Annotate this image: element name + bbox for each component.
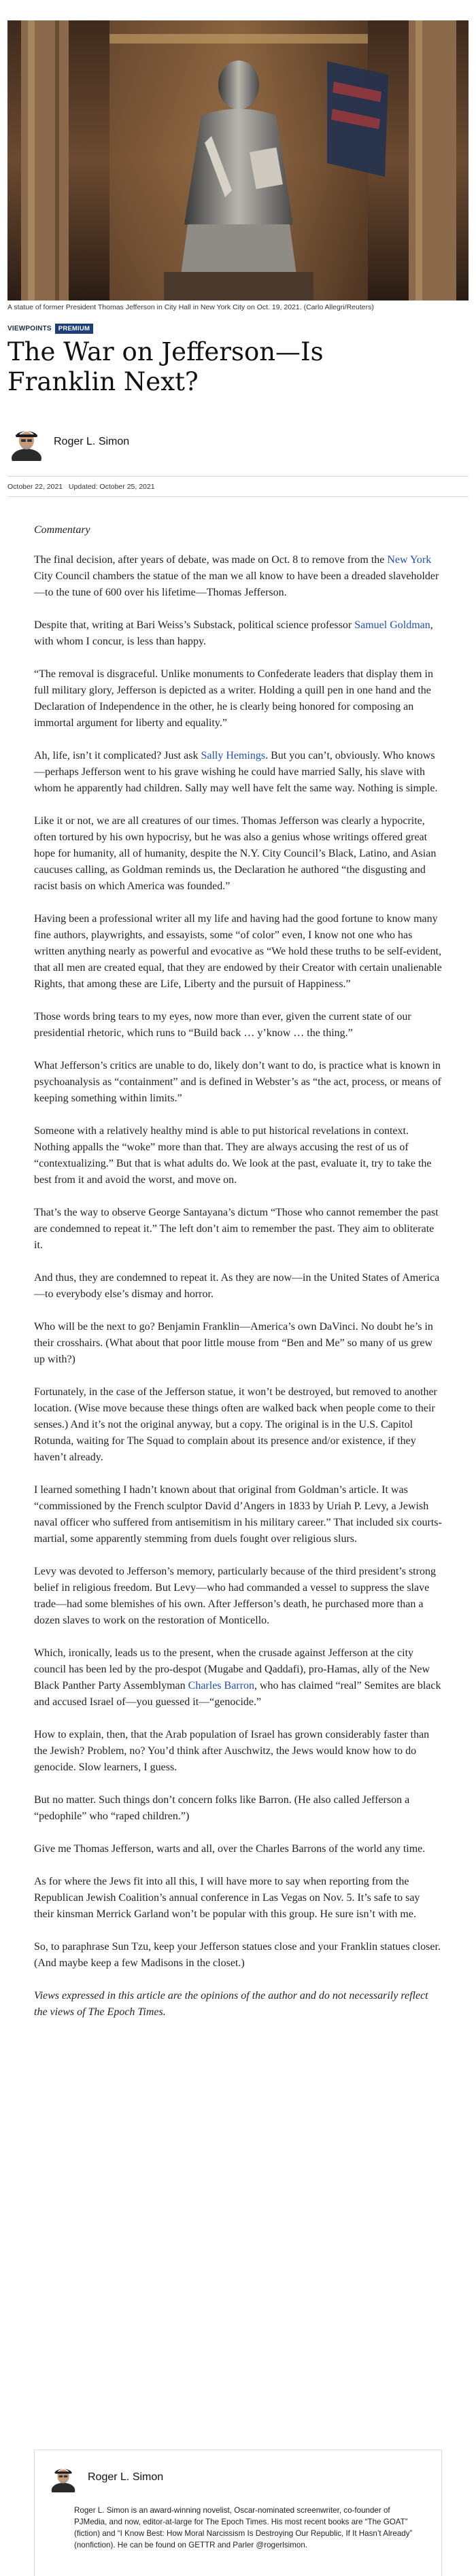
paragraph: Having been a professional writer all my life and having had the good fortune to know many fine authors, playwrights, and essayists, some “of color” even, I know not one who has written anything nearly as powerful and evocative as “We hold these truths to be self-evident, that all men are created equal, that they are endowed by their Creator with certain unalienable Rights, that among these are Life, Liberty and the pursuit of Happiness.” xyxy=(34,913,442,990)
bio-avatar[interactable] xyxy=(48,2462,78,2492)
paragraph: The final decision, after years of debate, was made on Oct. 8 to remove from the New York City Council chambers the statue of the man we all know to have been a dreaded slaveholder—to the tune of 600 over his lifetime—Thomas Jefferson. xyxy=(34,554,439,598)
divider-top xyxy=(7,476,469,477)
paragraph: Which, ironically, leads us to the present, when the crusade against Jefferson at the city council has been led by the pro-despot (Mugabe and Qaddafi), pro-Hamas, ally of the New Black Panther Party Assemblyman Charles Barron, who has claimed “real” Semites are black and accused Israel of—you guessed it—“genocide.” xyxy=(34,1647,441,1708)
paragraph: I learned something I hadn’t known about that original from Goldman’s article. It was “commissioned by the French sculptor David d’Angers in 1833 by Uriah P. Levy, a Jewish naval officer who suffered from antisemitism in his military career.” That included six courts-martial, some apparently stemming from duels fought over religious slurs. xyxy=(34,1484,442,1545)
paragraph: What Jefferson’s critics are unable to do, likely don’t want to do, is practice what is known in psychoanalysis as “containment” and is defined in Webster’s as “the act, process, or means of keeping something within limits.” xyxy=(34,1060,441,1104)
paragraph: Fortunately, in the case of the Jefferson statue, it won’t be destroyed, but removed to another location. (Wise move because these things often are walked back when people come to their senses.) And it’s not the original anyway, but a copy. The original is in the U.S. Capitol Rotunda, waiting for The Squad to complain about its presence and/or existence, if they haven’t already. xyxy=(34,1386,437,1463)
paragraph: Give me Thomas Jefferson, warts and all, over the Charles Barrons of the world any time. xyxy=(34,1843,426,1855)
author-name[interactable]: Roger L. Simon xyxy=(54,436,130,447)
paragraph: As for where the Jews fit into all this, I will have more to say when reporting from the Republican Jewish Coalition’s annual conference in Las Vegas on Nov. 5. It’s safe to say their kinsman Merrick Garland won’t be popular with this group. He sure isn’t with me. xyxy=(34,1876,420,1920)
paragraph: “The removal is disgraceful. Unlike monuments to Confederate leaders that display them in full military glory, Jefferson is depicted as a writer. Holding a quill pen in one hand and the Declaration of Independence in the other, he is clearly being honored for composing an immortal argument for liberty and equality.” xyxy=(34,668,433,729)
bio-text: Roger L. Simon is an award-winning novelist, Oscar-nominated screenwriter, co-founder of PJMedia, and now, editor-at-large for The Epoch Times. His most recent books are “The GOAT” (fiction) and “I Know Best: How Moral Narcissism Is Destroying Our Republic, If It Hasn’t Already” (nonfiction). He can be found on GETTR and Parler @rogerlsimon. xyxy=(74,2506,413,2549)
paragraph: Someone with a relatively healthy mind is able to put historical revelations in context. Nothing appalls the “woke” more than that. They are always accusing the rest of us of “contextualizing.” But that is what adults do. We look at the past, evaluate it, try to take the best from it and avoid the worst, and move on. xyxy=(34,1125,432,1186)
article-headline: The War on Jefferson—Is Franklin Next? xyxy=(7,337,324,396)
paragraph: Those words bring tears to my eyes, now more than ever, given the current state of our presidential rhetoric, which runs to “Build back … y’know … the thing.” xyxy=(34,1011,411,1039)
paragraph: That’s the way to observe George Santayana’s dictum “Those who cannot remember the past are condemned to repeat it.” The left don’t aim to remember the past. They aim to obliterate it. xyxy=(34,1207,439,1251)
paragraph: But no matter. Such things don’t concern folks like Barron. (He also called Jefferson a “pedophile” who “raped children.”) xyxy=(34,1794,410,1822)
paragraph: Despite that, writing at Bari Weiss’s Substack, political science professor Samuel Goldman, with whom I concur, is less than happy. xyxy=(34,619,433,647)
publish-dates: October 22, 2021 Updated: October 25, 2021 xyxy=(7,483,155,491)
article-body xyxy=(34,522,442,2037)
premium-badge: PREMIUM xyxy=(55,324,93,334)
paragraph: Levy was devoted to Jefferson’s memory, particularly because of the third president’s strong belief in religious freedom. But Levy—who had commanded a vessel to suppress the slave trade—had some blemishes of his own. After Jefferson’s death, he purchased more than a dozen slaves to work on the restoration of Monticello. xyxy=(34,1566,436,1626)
link-samuel-goldman[interactable]: Samuel Goldman xyxy=(354,619,430,631)
hero-image xyxy=(7,20,469,300)
author-avatar[interactable] xyxy=(7,423,46,461)
link-new-york[interactable]: New York xyxy=(387,554,432,566)
section-tags xyxy=(7,324,93,334)
paragraph: Who will be the next to go? Benjamin Franklin—America’s own DaVinci. No doubt he’s in their crosshairs. (What about that poor little mouse from “Ben and Me” so many of us grew up with?) xyxy=(34,1321,433,1365)
author-byline[interactable] xyxy=(7,423,129,461)
bio-header xyxy=(48,2462,163,2492)
paragraph: Ah, life, isn’t it complicated? Just ask Sally Hemings. But you can’t, obviously. Who knows—perhaps Jefferson went to his grave wishing he could have married Sally, his slave with whom he apparently had children. Sally may well have felt the same way. Nothing is simple. xyxy=(34,750,438,794)
divider-bottom xyxy=(7,496,469,497)
link-charles-barron[interactable]: Charles Barron xyxy=(188,1680,254,1691)
link-sally-hemings[interactable]: Sally Hemings xyxy=(201,750,266,761)
disclaimer: Views expressed in this article are the opinions of the author and do not necessarily reflect the views of The Epoch Times. xyxy=(34,1990,428,2018)
image-caption: A statue of former President Thomas Jefferson in City Hall in New York City on Oct. 19, 2021. (Carlo Allegri/Reuters) xyxy=(7,303,374,311)
article-label: Commentary xyxy=(34,524,90,536)
bio-author-name[interactable]: Roger L. Simon xyxy=(88,2471,164,2483)
author-bio-box xyxy=(34,2450,442,2576)
paragraph: So, to paraphrase Sun Tzu, keep your Jefferson statues close and your Franklin statues closer. (And maybe keep a few Madisons in the closet.) xyxy=(34,1941,441,1969)
paragraph: Like it or not, we are all creatures of our times. Thomas Jefferson was clearly a hypocrite, often tortured by his own hypocrisy, but he was also a genius whose writings offered great hope for humanity, all of humanity, despite the N.Y. City Council’s Black, Latino, and Asian caucuses calling, as Goldman reminds us, the Declaration he authored “the disgusting and racist basis on which America was founded.” xyxy=(34,815,437,892)
paragraph: And thus, they are condemned to repeat it. As they are now—in the United States of America—to everybody else’s dismay and horror. xyxy=(34,1272,440,1300)
paragraph: How to explain, then, that the Arab population of Israel has grown considerably faster than the Jewish? Problem, no? You’d think after Auschwitz, the Jews would know how to do genocide. Slow learners, I guess. xyxy=(34,1729,430,1773)
section-tag-viewpoints[interactable]: VIEWPOINTS xyxy=(7,325,52,332)
